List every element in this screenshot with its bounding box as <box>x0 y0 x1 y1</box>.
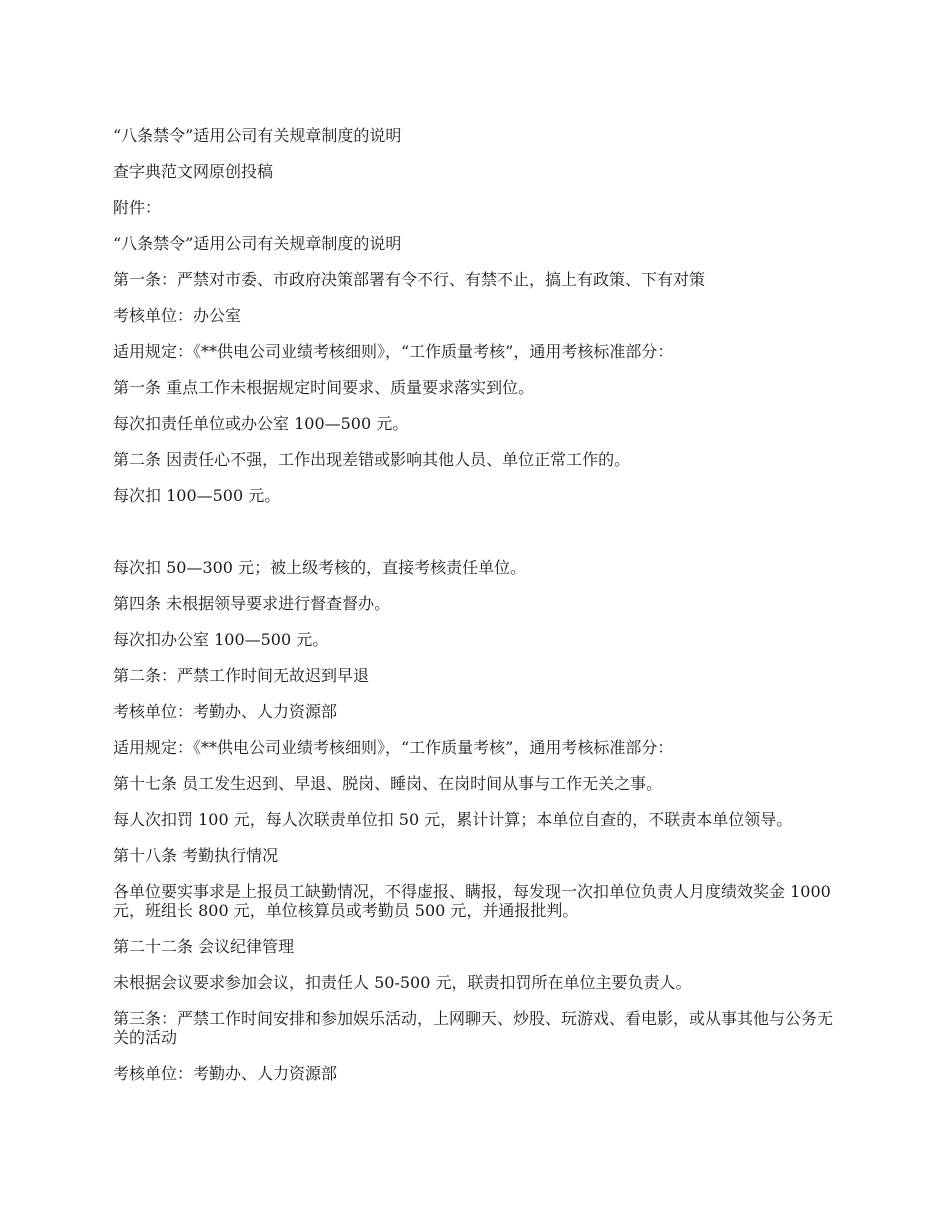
article-1-clause-4-penalty: 每次扣办公室 100—500 元。 <box>113 630 329 649</box>
article-2-clause-17-penalty: 每人次扣罚 100 元，每人次联责单位扣 50 元，累计计算；本单位自查的，不联责本单位领导。 <box>113 810 793 829</box>
article-1-rule: 适用规定：《**供电公司业绩考核细则》，“工作质量考核”，通用考核标准部分： <box>113 342 674 361</box>
article-1-clause-1: 第一条 重点工作未根据规定时间要求、质量要求落实到位。 <box>113 378 535 397</box>
article-1-clause-1-penalty: 每次扣责任单位或办公室 100—500 元。 <box>113 414 409 433</box>
article-1-heading: 第一条：严禁对市委、市政府决策部署有令不行、有禁不止，搞上有政策、下有对策 <box>113 270 706 289</box>
article-1-clause-4: 第四条 未根据领导要求进行督查督办。 <box>113 594 391 613</box>
article-2-clause-18-detail: 各单位要实事求是上报员工缺勤情况，不得虚报、瞒报，每发现一次扣单位负责人月度绩效奖金 1000 元，班组长 800 元，单位核算员或考勤员 500 元，并通报批判。 <box>113 882 831 920</box>
article-2-clause-17: 第十七条 员工发生迟到、早退、脱岗、睡岗、在岗时间从事与工作无关之事。 <box>113 774 663 793</box>
document-title: “八条禁令”适用公司有关规章制度的说明 <box>113 126 402 145</box>
source-line: 查字典范文网原创投稿 <box>113 162 274 181</box>
article-3-heading: 第三条：严禁工作时间安排和参加娱乐活动，上网聊天、炒股、玩游戏、看电影，或从事其他与公务无关的活动 <box>113 1009 834 1047</box>
article-2-rule: 适用规定：《**供电公司业绩考核细则》，“工作质量考核”，通用考核标准部分： <box>113 738 674 757</box>
document-body <box>113 126 843 1100</box>
article-2-unit: 考核单位：考勤办、人力资源部 <box>113 702 338 721</box>
article-1-unit: 考核单位：办公室 <box>113 306 242 325</box>
article-1-clause-2-penalty: 每次扣 100—500 元。 <box>113 486 281 505</box>
article-1-clause-2: 第二条 因责任心不强，工作出现差错或影响其他人员、单位正常工作的。 <box>113 450 631 469</box>
article-2-clause-22-detail: 未根据会议要求参加会议，扣责任人 50-500 元，联责扣罚所在单位主要负责人。 <box>113 973 692 992</box>
article-3-unit: 考核单位：考勤办、人力资源部 <box>113 1064 338 1083</box>
article-2-clause-18: 第十八条 考勤执行情况 <box>113 846 279 865</box>
article-2-clause-22: 第二十二条 会议纪律管理 <box>113 937 295 956</box>
article-1-clause-3-penalty: 每次扣 50—300 元；被上级考核的，直接考核责任单位。 <box>113 558 527 577</box>
attachment-title: “八条禁令”适用公司有关规章制度的说明 <box>113 234 402 253</box>
article-2-heading: 第二条：严禁工作时间无故迟到早退 <box>113 666 370 685</box>
attachment-label: 附件： <box>113 198 162 217</box>
